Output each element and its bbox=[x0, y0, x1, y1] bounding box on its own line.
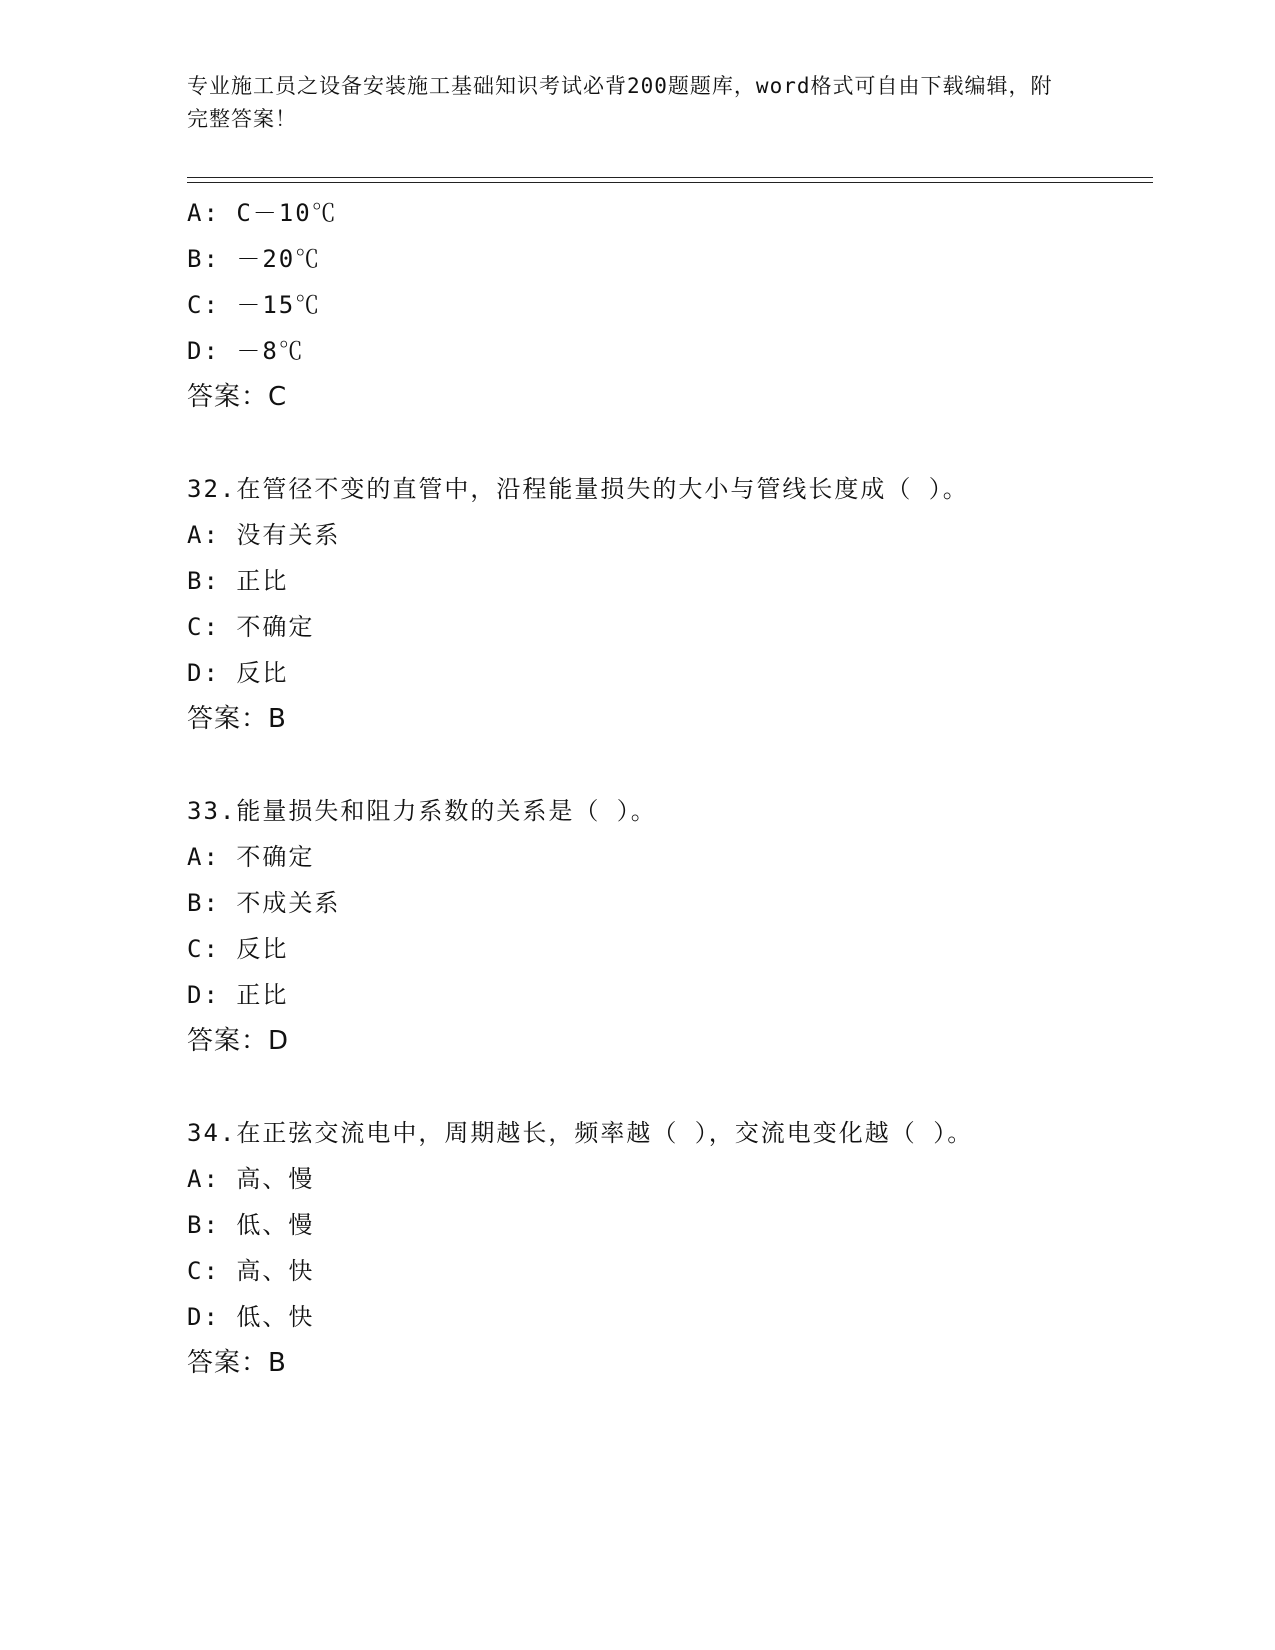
option-a: A: 没有关系 bbox=[187, 521, 341, 549]
lead-question-block bbox=[187, 190, 1147, 420]
option-c: C: －15℃ bbox=[187, 291, 322, 319]
question-text: 33.能量损失和阻力系数的关系是（ ）。 bbox=[187, 797, 657, 825]
header-rule bbox=[187, 177, 1153, 183]
question-text: 34.在正弦交流电中，周期越长，频率越（ ），交流电变化越（ ）。 bbox=[187, 1119, 974, 1147]
option-b: B: 低、慢 bbox=[187, 1211, 315, 1239]
question-text: 32.在管径不变的直管中，沿程能量损失的大小与管线长度成（ ）。 bbox=[187, 475, 969, 503]
document-content bbox=[187, 190, 1147, 1386]
option-a: A: 不确定 bbox=[187, 843, 315, 871]
option-c: C: 反比 bbox=[187, 935, 289, 963]
option-d: D: 低、快 bbox=[187, 1303, 315, 1331]
option-d: D: －8℃ bbox=[187, 337, 305, 365]
spacer bbox=[187, 742, 1147, 788]
option-c: C: 不确定 bbox=[187, 613, 315, 641]
option-c: C: 高、快 bbox=[187, 1257, 315, 1285]
option-b: B: 不成关系 bbox=[187, 889, 341, 917]
question-34 bbox=[187, 1110, 1147, 1386]
page-header: 专业施工员之设备安装施工基础知识考试必背200题题库，word格式可自由下载编辑，附完整答案！ bbox=[187, 74, 1053, 131]
spacer bbox=[187, 1064, 1147, 1110]
option-d: D: 反比 bbox=[187, 659, 289, 687]
question-32 bbox=[187, 466, 1147, 742]
option-d: D: 正比 bbox=[187, 981, 289, 1009]
option-b: B: －20℃ bbox=[187, 245, 322, 273]
answer-line: 答案：B bbox=[187, 704, 287, 734]
question-33 bbox=[187, 788, 1147, 1064]
answer-line: 答案：C bbox=[187, 382, 288, 412]
spacer bbox=[187, 420, 1147, 466]
answer-line: 答案：D bbox=[187, 1026, 290, 1056]
answer-line: 答案：B bbox=[187, 1348, 287, 1378]
option-b: B: 正比 bbox=[187, 567, 289, 595]
option-a: A: C－10℃ bbox=[187, 199, 338, 227]
document-page bbox=[187, 70, 1147, 1378]
option-a: A: 高、慢 bbox=[187, 1165, 315, 1193]
